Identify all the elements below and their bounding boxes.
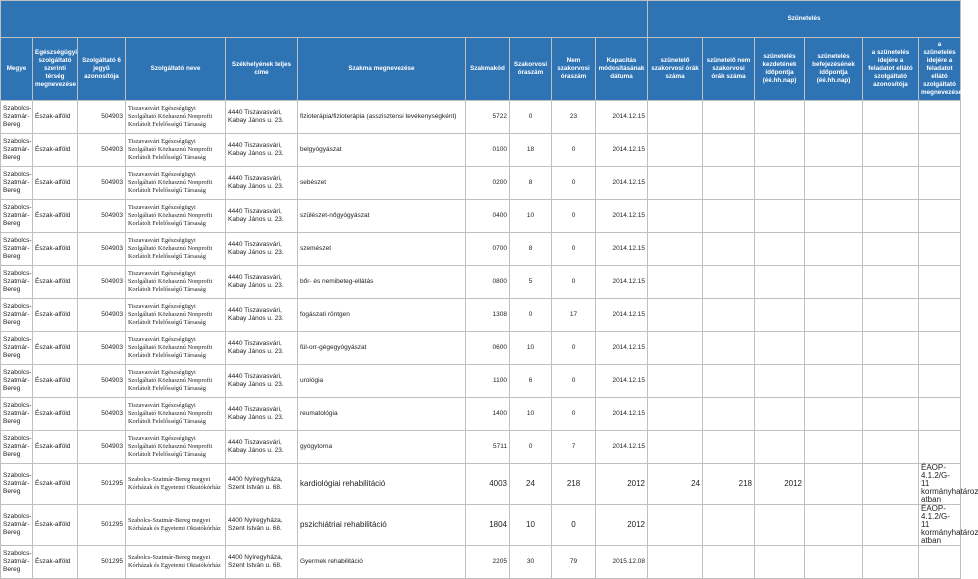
cell-datum: 2014.12.15 — [596, 101, 648, 134]
cell-kezd — [755, 233, 805, 266]
cell-fnev: ÉAOP-4.1.2/G-11 kormányhatároz atban — [919, 505, 961, 546]
cell-datum: 2012 — [596, 505, 648, 546]
cell-nemszak: 0 — [552, 398, 596, 431]
cell-nemszak: 0 — [552, 266, 596, 299]
cell-id: 504903 — [78, 167, 126, 200]
cell-bef — [805, 505, 863, 546]
cell-nemszak: 7 — [552, 431, 596, 464]
cell-megye: Szabolcs-Szatmár-Bereg — [1, 505, 33, 546]
table-body — [1, 101, 978, 579]
cell-fnev — [919, 167, 961, 200]
cell-sz1 — [648, 431, 703, 464]
cell-id: 504903 — [78, 266, 126, 299]
header-spacer — [1, 1, 648, 38]
cell-terseg: Észak-alföld — [33, 365, 78, 398]
cell-sz1 — [648, 332, 703, 365]
cell-sz1 — [648, 398, 703, 431]
cell-bef — [805, 365, 863, 398]
cell-szak: 10 — [510, 505, 552, 546]
cell-megye: Szabolcs-Szatmár-Bereg — [1, 365, 33, 398]
cell-szak: 10 — [510, 332, 552, 365]
cell-cim: 4440 Tiszavasvári, Kabay János u. 23. — [226, 266, 298, 299]
cell-bef — [805, 266, 863, 299]
cell-datum: 2014.12.15 — [596, 398, 648, 431]
header-group-row — [1, 1, 961, 38]
cell-sz2 — [703, 134, 755, 167]
cell-fazon — [863, 398, 919, 431]
column-header[interactable]: Egészségügyi szolgáltató szerinti térség megnevezése — [33, 38, 78, 101]
table-row[interactable] — [1, 167, 961, 200]
cell-szak: 30 — [510, 546, 552, 579]
cell-szak: 0 — [510, 299, 552, 332]
cell-megye: Szabolcs-Szatmár-Bereg — [1, 167, 33, 200]
cell-terseg: Észak-alföld — [33, 299, 78, 332]
cell-nemszak: 79 — [552, 546, 596, 579]
cell-fnev — [919, 266, 961, 299]
table-row[interactable] — [1, 546, 961, 579]
cell-sz1 — [648, 299, 703, 332]
cell-nev: Szabolcs-Szatmár-Bereg megyei Kórházak és Egyetemi Oktatókórház — [126, 464, 226, 505]
cell-sz2 — [703, 233, 755, 266]
cell-bef — [805, 299, 863, 332]
cell-nev: Tiszavasvári Egészségügyi Szolgáltató Közhasznú Nonprofit Korlátolt Felelősségű Társaság — [126, 101, 226, 134]
cell-fnev — [919, 546, 961, 579]
cell-szakma: pszichiátriai rehabilitáció — [298, 505, 466, 546]
table-row[interactable] — [1, 101, 961, 134]
cell-szakma: fogászati röntgen — [298, 299, 466, 332]
cell-megye: Szabolcs-Szatmár-Bereg — [1, 233, 33, 266]
cell-kod: 0100 — [466, 134, 510, 167]
cell-szak: 6 — [510, 365, 552, 398]
cell-szak: 24 — [510, 464, 552, 505]
table-row[interactable] — [1, 266, 961, 299]
cell-bef — [805, 233, 863, 266]
cell-sz1 — [648, 167, 703, 200]
cell-megye: Szabolcs-Szatmár-Bereg — [1, 464, 33, 505]
cell-fazon — [863, 431, 919, 464]
cell-nev: Tiszavasvári Egészségügyi Szolgáltató Közhasznú Nonprofit Korlátolt Felelősségű Társaság — [126, 134, 226, 167]
cell-kod: 2205 — [466, 546, 510, 579]
cell-bef — [805, 464, 863, 505]
cell-szak: 8 — [510, 167, 552, 200]
cell-id: 504903 — [78, 398, 126, 431]
cell-szakma: szemészet — [298, 233, 466, 266]
cell-nev: Szabolcs-Szatmár-Bereg megyei Kórházak és Egyetemi Oktatókórház — [126, 505, 226, 546]
cell-bef — [805, 200, 863, 233]
cell-terseg: Észak-alföld — [33, 431, 78, 464]
cell-fazon — [863, 134, 919, 167]
cell-bef — [805, 167, 863, 200]
cell-nemszak: 0 — [552, 233, 596, 266]
cell-id: 504903 — [78, 299, 126, 332]
cell-cim: 4440 Tiszavasvári, Kabay János u. 23. — [226, 299, 298, 332]
cell-szak: 8 — [510, 233, 552, 266]
cell-datum: 2014.12.15 — [596, 332, 648, 365]
cell-sz2 — [703, 200, 755, 233]
cell-id: 504903 — [78, 134, 126, 167]
cell-szakma: belgyógyászat — [298, 134, 466, 167]
cell-sz1: 24 — [648, 464, 703, 505]
cell-datum: 2014.12.15 — [596, 233, 648, 266]
cell-terseg: Észak-alföld — [33, 505, 78, 546]
cell-terseg: Észak-alföld — [33, 398, 78, 431]
table-row[interactable] — [1, 134, 961, 167]
cell-kod: 1804 — [466, 505, 510, 546]
column-header[interactable]: Szakmakód — [466, 38, 510, 101]
cell-bef — [805, 546, 863, 579]
cell-szakma: fül-orr-gégegyógyászat — [298, 332, 466, 365]
cell-cim: 4440 Tiszavasvári, Kabay János u. 23. — [226, 365, 298, 398]
cell-megye: Szabolcs-Szatmár-Bereg — [1, 134, 33, 167]
column-header[interactable]: szünetelő szakorvosi órák száma — [648, 38, 703, 101]
cell-bef — [805, 134, 863, 167]
cell-id: 504903 — [78, 431, 126, 464]
cell-nev: Tiszavasvári Egészségügyi Szolgáltató Közhasznú Nonprofit Korlátolt Felelősségű Társaság — [126, 365, 226, 398]
cell-nemszak: 17 — [552, 299, 596, 332]
column-header[interactable]: Kapacitás módosításának dátuma — [596, 38, 648, 101]
cell-datum: 2014.12.15 — [596, 167, 648, 200]
cell-kod: 0800 — [466, 266, 510, 299]
table-row[interactable] — [1, 200, 961, 233]
cell-kezd — [755, 431, 805, 464]
cell-nemszak: 0 — [552, 167, 596, 200]
column-header[interactable]: Székhelyének teljes címe — [226, 38, 298, 101]
cell-nemszak: 0 — [552, 200, 596, 233]
cell-szakma: reumatológia — [298, 398, 466, 431]
cell-terseg: Észak-alföld — [33, 167, 78, 200]
cell-terseg: Észak-alföld — [33, 200, 78, 233]
table-row[interactable] — [1, 233, 961, 266]
cell-szakma: Gyermek rehabilitáció — [298, 546, 466, 579]
cell-sz2 — [703, 332, 755, 365]
cell-fazon — [863, 365, 919, 398]
table-row[interactable] — [1, 365, 961, 398]
cell-nev: Tiszavasvári Egészségügyi Szolgáltató Közhasznú Nonprofit Korlátolt Felelősségű Társaság — [126, 398, 226, 431]
cell-sz2 — [703, 299, 755, 332]
cell-megye: Szabolcs-Szatmár-Bereg — [1, 398, 33, 431]
cell-datum: 2015.12.08 — [596, 546, 648, 579]
cell-cim: 4440 Tiszavasvári, Kabay János u. 23. — [226, 134, 298, 167]
column-header[interactable]: szünetelő nem szakorvosi órák száma — [703, 38, 755, 101]
cell-kezd — [755, 167, 805, 200]
cell-szakma: urológia — [298, 365, 466, 398]
cell-nev: Szabolcs-Szatmár-Bereg megyei Kórházak és Egyetemi Oktatókórház — [126, 546, 226, 579]
cell-bef — [805, 398, 863, 431]
cell-nemszak: 0 — [552, 332, 596, 365]
cell-cim: 4400 Nyíregyháza, Szent István u. 68. — [226, 546, 298, 579]
cell-id: 501295 — [78, 505, 126, 546]
cell-fnev — [919, 134, 961, 167]
cell-megye: Szabolcs-Szatmár-Bereg — [1, 101, 33, 134]
cell-datum: 2014.12.15 — [596, 431, 648, 464]
cell-kezd — [755, 546, 805, 579]
cell-nemszak: 0 — [552, 365, 596, 398]
cell-szakma: kardiológiai rehabilitáció — [298, 464, 466, 505]
cell-kod: 0200 — [466, 167, 510, 200]
cell-kod: 1308 — [466, 299, 510, 332]
column-header[interactable]: szünetelés kezdetének időpontja (éé.hh.nap) — [755, 38, 805, 101]
cell-nev: Tiszavasvári Egészségügyi Szolgáltató Közhasznú Nonprofit Korlátolt Felelősségű Társaság — [126, 332, 226, 365]
cell-nev: Tiszavasvári Egészségügyi Szolgáltató Közhasznú Nonprofit Korlátolt Felelősségű Társaság — [126, 167, 226, 200]
cell-fnev: ÉAOP-4.1.2/G-11 kormányhatároz atban — [919, 464, 961, 505]
header-columns-row — [1, 38, 961, 101]
cell-terseg: Észak-alföld — [33, 134, 78, 167]
cell-fnev — [919, 398, 961, 431]
column-header[interactable]: Szakorvosi óraszám — [510, 38, 552, 101]
cell-fnev — [919, 200, 961, 233]
cell-kezd — [755, 134, 805, 167]
table-row[interactable] — [1, 398, 961, 431]
cell-nemszak: 23 — [552, 101, 596, 134]
cell-sz2 — [703, 266, 755, 299]
cell-id: 501295 — [78, 546, 126, 579]
cell-bef — [805, 431, 863, 464]
cell-sz2 — [703, 101, 755, 134]
column-header[interactable]: Szolgáltató neve — [126, 38, 226, 101]
cell-fazon — [863, 233, 919, 266]
cell-kezd — [755, 398, 805, 431]
cell-sz1 — [648, 233, 703, 266]
cell-szakma: bőr- és nemibeteg-ellátás — [298, 266, 466, 299]
cell-kod: 5722 — [466, 101, 510, 134]
cell-megye: Szabolcs-Szatmár-Bereg — [1, 332, 33, 365]
column-header[interactable]: Megye — [1, 38, 33, 101]
cell-cim: 4440 Tiszavasvári, Kabay János u. 23. — [226, 167, 298, 200]
cell-terseg: Észak-alföld — [33, 101, 78, 134]
cell-datum: 2014.12.15 — [596, 200, 648, 233]
cell-nev: Tiszavasvári Egészségügyi Szolgáltató Közhasznú Nonprofit Korlátolt Felelősségű Társaság — [126, 266, 226, 299]
table-row[interactable] — [1, 505, 961, 546]
table-row[interactable] — [1, 431, 961, 464]
cell-sz1 — [648, 101, 703, 134]
cell-kezd — [755, 101, 805, 134]
cell-kod: 0600 — [466, 332, 510, 365]
cell-nev: Tiszavasvári Egészségügyi Szolgáltató Közhasznú Nonprofit Korlátolt Felelősségű Társaság — [126, 233, 226, 266]
cell-nev: Tiszavasvári Egészségügyi Szolgáltató Közhasznú Nonprofit Korlátolt Felelősségű Társaság — [126, 200, 226, 233]
column-header[interactable]: Szakma megnevezése — [298, 38, 466, 101]
cell-megye: Szabolcs-Szatmár-Bereg — [1, 546, 33, 579]
cell-terseg: Észak-alföld — [33, 546, 78, 579]
cell-bef — [805, 101, 863, 134]
cell-megye: Szabolcs-Szatmár-Bereg — [1, 200, 33, 233]
cell-terseg: Észak-alföld — [33, 464, 78, 505]
cell-szak: 0 — [510, 101, 552, 134]
cell-kod: 5711 — [466, 431, 510, 464]
cell-szakma: sebészet — [298, 167, 466, 200]
cell-sz1 — [648, 546, 703, 579]
cell-cim: 4440 Tiszavasvári, Kabay János u. 23. — [226, 332, 298, 365]
cell-id: 504903 — [78, 101, 126, 134]
cell-kod: 1100 — [466, 365, 510, 398]
cell-fnev — [919, 365, 961, 398]
cell-id: 504903 — [78, 332, 126, 365]
cell-kod: 4003 — [466, 464, 510, 505]
cell-nemszak: 0 — [552, 134, 596, 167]
cell-sz2 — [703, 365, 755, 398]
column-header[interactable]: Nem szakorvosi óraszám — [552, 38, 596, 101]
column-header[interactable]: szünetelés befejezésének időpontja (éé.hh.nap) — [805, 38, 863, 101]
cell-kezd — [755, 299, 805, 332]
cell-cim: 4400 Nyíregyháza, Szent István u. 68. — [226, 464, 298, 505]
cell-kezd — [755, 200, 805, 233]
cell-cim: 4440 Tiszavasvári, Kabay János u. 23. — [226, 398, 298, 431]
cell-sz1 — [648, 365, 703, 398]
cell-szak: 10 — [510, 398, 552, 431]
cell-kezd: 2012 — [755, 464, 805, 505]
cell-fazon — [863, 546, 919, 579]
cell-fazon — [863, 101, 919, 134]
cell-fnev — [919, 431, 961, 464]
column-header[interactable]: a szünetelés idejére a feladatot ellátó szolgáltató megnevezése — [919, 38, 961, 101]
cell-szak: 18 — [510, 134, 552, 167]
cell-nev: Tiszavasvári Egészségügyi Szolgáltató Közhasznú Nonprofit Korlátolt Felelősségű Társaság — [126, 299, 226, 332]
column-header[interactable]: Szolgáltató 6 jegyű azonosítója — [78, 38, 126, 101]
cell-sz2 — [703, 505, 755, 546]
cell-datum: 2014.12.15 — [596, 266, 648, 299]
cell-cim: 4440 Tiszavasvári, Kabay János u. 23. — [226, 431, 298, 464]
cell-nemszak: 0 — [552, 505, 596, 546]
cell-szak: 5 — [510, 266, 552, 299]
cell-datum: 2014.12.15 — [596, 365, 648, 398]
cell-nev: Tiszavasvári Egészségügyi Szolgáltató Közhasznú Nonprofit Korlátolt Felelősségű Társaság — [126, 431, 226, 464]
cell-szak: 10 — [510, 200, 552, 233]
cell-fnev — [919, 299, 961, 332]
cell-megye: Szabolcs-Szatmár-Bereg — [1, 266, 33, 299]
cell-sz1 — [648, 200, 703, 233]
cell-megye: Szabolcs-Szatmár-Bereg — [1, 431, 33, 464]
cell-kezd — [755, 332, 805, 365]
cell-sz1 — [648, 266, 703, 299]
cell-fazon — [863, 167, 919, 200]
cell-bef — [805, 332, 863, 365]
cell-sz2 — [703, 398, 755, 431]
cell-datum: 2014.12.15 — [596, 134, 648, 167]
cell-sz1 — [648, 134, 703, 167]
cell-terseg: Észak-alföld — [33, 233, 78, 266]
cell-fazon — [863, 464, 919, 505]
cell-fnev — [919, 332, 961, 365]
header-group-szunetelés: Szünetelés — [648, 1, 961, 38]
cell-datum: 2014.12.15 — [596, 299, 648, 332]
cell-szakma: szülészet-nőgyógyászat — [298, 200, 466, 233]
cell-kod: 1400 — [466, 398, 510, 431]
cell-id: 504903 — [78, 200, 126, 233]
cell-szakma: gyógytorna — [298, 431, 466, 464]
cell-fnev — [919, 233, 961, 266]
cell-cim: 4440 Tiszavasvári, Kabay János u. 23. — [226, 200, 298, 233]
cell-datum: 2012 — [596, 464, 648, 505]
cell-fazon — [863, 299, 919, 332]
cell-fazon — [863, 200, 919, 233]
cell-sz2 — [703, 431, 755, 464]
cell-sz2 — [703, 167, 755, 200]
table-row[interactable] — [1, 332, 961, 365]
column-header[interactable]: a szünetelés idejére a feladatot ellátó szolgáltató azonosítója — [863, 38, 919, 101]
cell-fazon — [863, 266, 919, 299]
cell-cim: 4440 Tiszavasvári, Kabay János u. 23. — [226, 233, 298, 266]
cell-szakma: fizioterápia/fizioterápia (asszisztensi tevékenységként) — [298, 101, 466, 134]
cell-kod: 0400 — [466, 200, 510, 233]
cell-kod: 0700 — [466, 233, 510, 266]
cell-nemszak: 218 — [552, 464, 596, 505]
cell-kezd — [755, 505, 805, 546]
cell-terseg: Észak-alföld — [33, 266, 78, 299]
cell-fnev — [919, 101, 961, 134]
cell-fazon — [863, 332, 919, 365]
cell-kezd — [755, 266, 805, 299]
cell-megye: Szabolcs-Szatmár-Bereg — [1, 299, 33, 332]
cell-sz2 — [703, 546, 755, 579]
cell-kezd — [755, 365, 805, 398]
cell-id: 504903 — [78, 365, 126, 398]
cell-szak: 0 — [510, 431, 552, 464]
table-row[interactable] — [1, 299, 961, 332]
cell-cim: 4400 Nyíregyháza, Szent István u. 68. — [226, 505, 298, 546]
cell-terseg: Észak-alföld — [33, 332, 78, 365]
cell-cim: 4440 Tiszavasvári, Kabay János u. 23. — [226, 101, 298, 134]
cell-sz1 — [648, 505, 703, 546]
cell-fazon — [863, 505, 919, 546]
table-row[interactable] — [1, 464, 961, 505]
cell-sz2: 218 — [703, 464, 755, 505]
cell-id: 504903 — [78, 233, 126, 266]
cell-id: 501295 — [78, 464, 126, 505]
